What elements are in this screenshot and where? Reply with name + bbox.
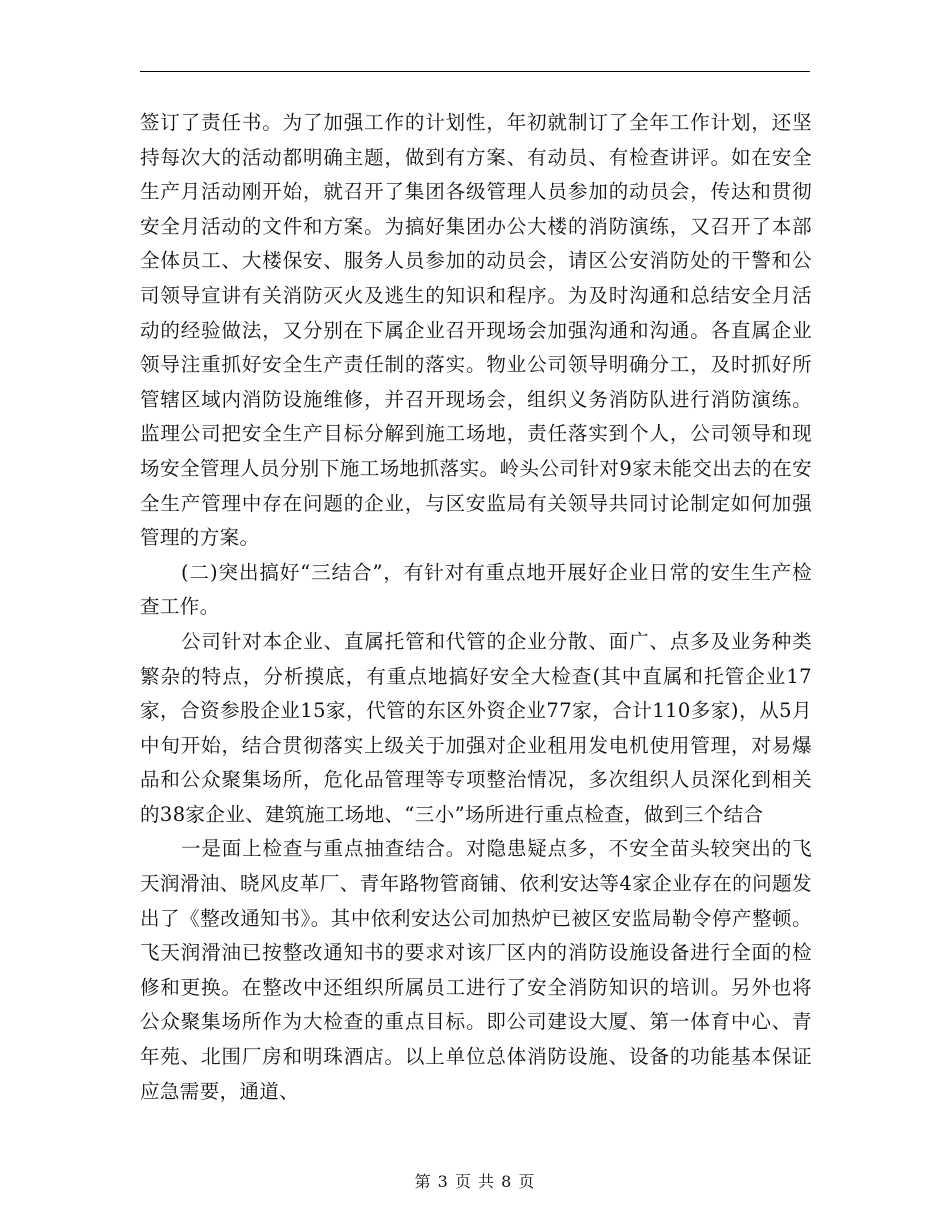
header-rule (140, 71, 810, 72)
paragraph-safety-inspection: 公司针对本企业、直属托管和代管的企业分散、面广、点多及业务种类繁杂的特点，分析摸底，有重点地搞好安全大检查(其中直属和托管企业17家，合资参股企业15家，代管的东区外资企业77家，合计110多家)，从5月中旬开始，结合贯彻落实上级关于加强对企业租用发电机使用管理，对易爆品和公众聚集场所，危化品管理等专项整治情况，多次组织人员深化到相关的38家企业、建筑施工场地、“三小”场所进行重点检查，做到三个结合 (140, 629, 812, 826)
page-footer: 第 3 页 共 8 页 (414, 1172, 536, 1191)
document-body (140, 106, 812, 1109)
paragraph-responsibility-letter: 签订了责任书。为了加强工作的计划性，年初就制订了全年工作计划，还坚持每次大的活动都明确主题，做到有方案、有动员、有检查讲评。如在安全生产月活动刚开始，就召开了集团各级管理人员参加的动员会，传达和贯彻安全月活动的文件和方案。为搞好集团办公大楼的消防演练，又召开了本部全体员工、大楼保安、服务人员参加的动员会，请区公安消防处的干警和公司领导宣讲有关消防灭火及逃生的知识和程序。为及时沟通和总结安全月活动的经验做法，又分别在下属企业召开现场会加强沟通和沟通。各直属企业领导注重抓好安全生产责任制的落实。物业公司领导明确分工，及时抓好所管辖区域内消防设施维修，并召开现场会，组织义务消防队进行消防演练。监理公司把安全生产目标分解到施工场地，责任落实到个人，公司领导和现场安全管理人员分别下施工场地抓落实。岭头公司针对9家未能交出去的在安全生产管理中存在问题的企业，与区安监局有关领导共同讨论制定如何加强管理的方案。 (140, 111, 812, 550)
section-heading-three-combinations: (二)突出搞好“三结合”，有针对有重点地开展好企业日常的安生生产检查工作。 (140, 560, 812, 619)
paragraph-first-combination: 一是面上检查与重点抽查结合。对隐患疑点多，不安全苗头较突出的飞天润滑油、晓风皮革厂、青年路物管商铺、依利安达等4家企业存在的问题发出了《整改通知书》。其中依利安达公司加热炉已被区安监局勒令停产整顿。飞天润滑油已按整改通知书的要求对该厂区内的消防设施设备进行全面的检修和更换。在整改中还组织所属员工进行了安全消防知识的培训。另外也将公众聚集场所作为大检查的重点目标。即公司建设大厦、第一体育中心、青年苑、北围厂房和明珠酒店。以上单位总体消防设施、设备的功能基本保证应急需要，通道、 (140, 837, 812, 1103)
